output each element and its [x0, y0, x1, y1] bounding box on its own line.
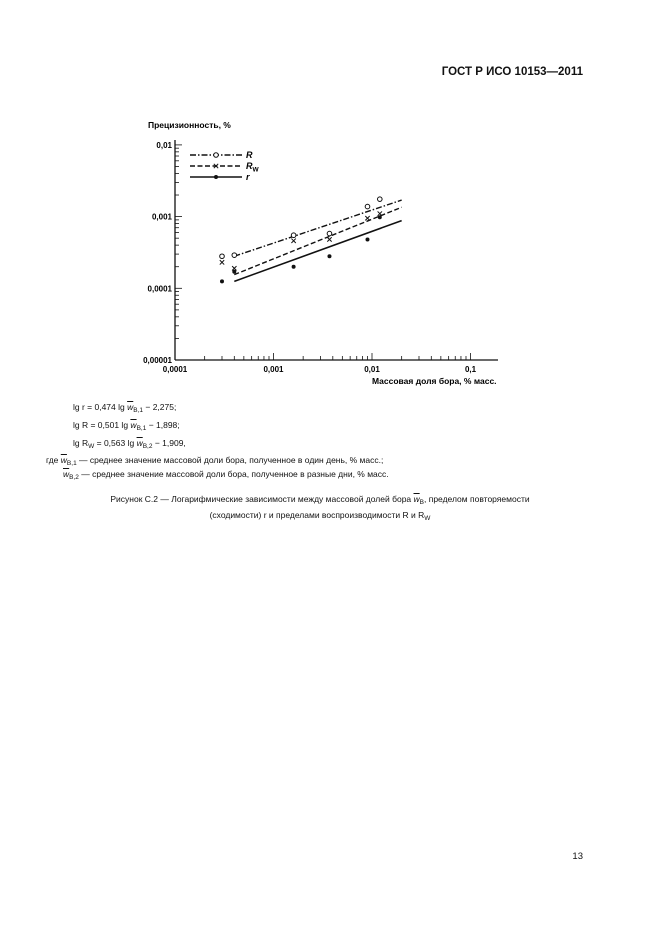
- point-r: [232, 270, 236, 274]
- equation-R: lg R = 0,501 $\lg \overline{w}_{B,1} - 1,898$;: [73, 420, 180, 432]
- legend-label-r: r: [246, 172, 250, 182]
- point-R: [327, 231, 332, 236]
- chart-axes: [175, 140, 498, 360]
- x-tick-label: 0,01: [364, 365, 380, 374]
- definition-wb1: где $\overline{w}_{B,1}$ — среднее значение массовой доли бора, полученное в один день, % масс.;: [46, 455, 384, 467]
- point-R: [220, 254, 225, 259]
- precision-chart: [0, 0, 661, 420]
- fit-line-r: [234, 221, 401, 282]
- point-R: [232, 253, 237, 258]
- figure-caption: Рисунок С.2 — Логарифмические зависимости между массовой долей бора $\overline{w}_B$, пределом повторяемости (сходимости) r и пределами воспроизводимости R и $R_W$: [110, 494, 530, 522]
- x-tick-label: 0,0001: [162, 365, 188, 374]
- point-r: [378, 215, 382, 219]
- x-tick-label: 0,001: [263, 365, 284, 374]
- page-number: 13: [572, 851, 583, 862]
- point-r: [327, 254, 331, 258]
- point-Rw: [291, 239, 295, 243]
- x-tick-label: 0,1: [464, 365, 477, 374]
- definition-wb2: $\overline{w}_{B,2}$ — среднее значение массовой доли бора, полученное в разные дни, % масс.: [63, 469, 389, 481]
- y-tick-label: 0,0001: [147, 284, 172, 294]
- chart-legend: [190, 150, 260, 182]
- y-axis-label: Прецизионность, %: [148, 120, 231, 130]
- x-axis-label: Массовая доля бора, % масс.: [372, 376, 497, 386]
- fit-line-Rw: [234, 207, 401, 274]
- point-R: [377, 197, 382, 202]
- y-tick-label: 0,001: [151, 212, 172, 222]
- legend-marker-R: [214, 153, 219, 158]
- point-r: [292, 265, 296, 269]
- y-tick-label: 0,01: [156, 140, 172, 150]
- point-Rw: [378, 211, 382, 215]
- document-code: ГОСТ Р ИСО 10153—2011: [441, 66, 583, 78]
- chart-ticks: [143, 141, 477, 374]
- legend-label-Rw: $R_W$: [246, 161, 259, 174]
- point-Rw: [220, 260, 224, 264]
- equation-r: lg r = 0,474 $\lg \overline{w}_{B,1} - 2,275$;: [73, 402, 177, 414]
- y-tick-label: 0,00001: [143, 356, 172, 365]
- equation-Rw: $\lg R_W = 0,563$ $\lg \overline{w}_{B,2} - 1,909$,: [73, 438, 186, 450]
- point-r: [365, 237, 369, 241]
- fit-line-R: [234, 200, 401, 256]
- point-R: [291, 233, 296, 238]
- point-r: [220, 279, 224, 283]
- legend-marker-r: [214, 175, 218, 179]
- point-Rw: [327, 237, 331, 241]
- legend-label-R: R: [246, 150, 253, 160]
- point-R: [365, 204, 370, 209]
- regression-lines: [234, 200, 401, 281]
- point-Rw: [365, 216, 369, 220]
